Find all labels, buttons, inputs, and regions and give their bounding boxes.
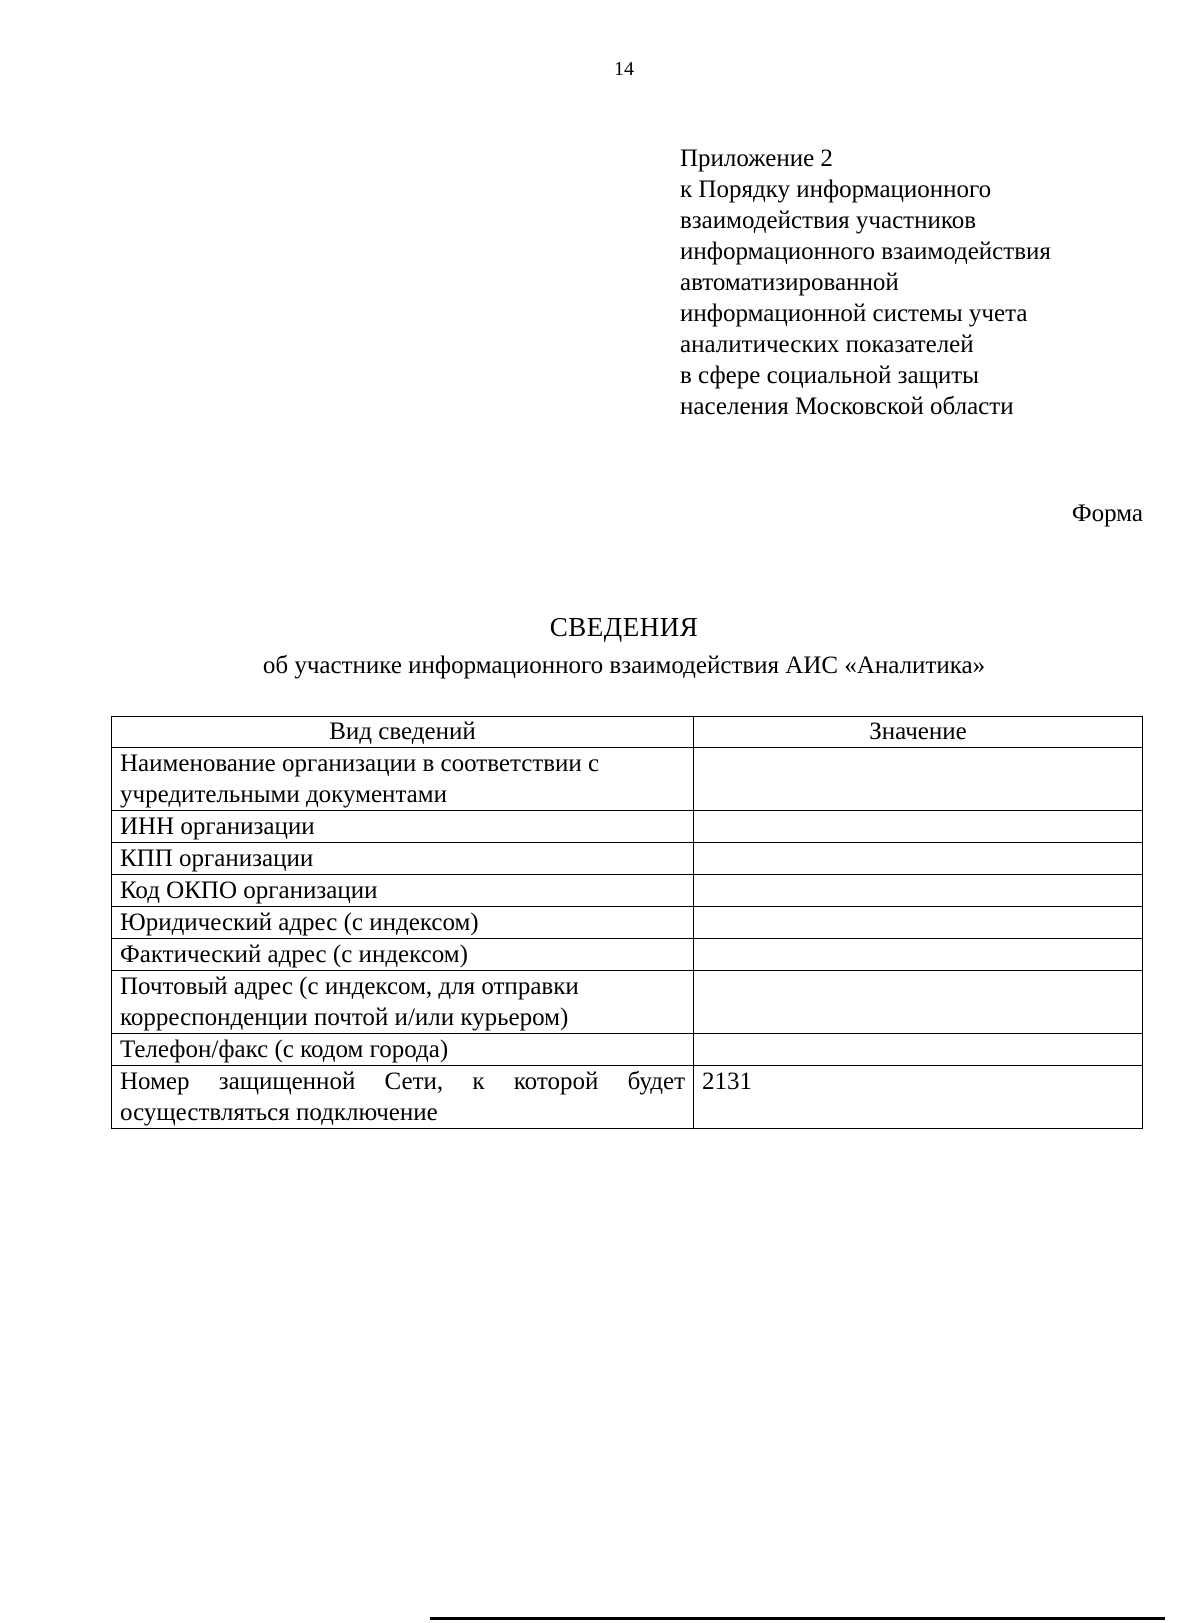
row-value-legal-address[interactable] [694, 907, 1143, 939]
appendix-block [680, 143, 1160, 422]
table-row [112, 1034, 1143, 1066]
row-value-okpo[interactable] [694, 875, 1143, 907]
row-kind-okpo: Код ОКПО организации [112, 875, 694, 907]
row-value-network-number[interactable]: 2131 [694, 1066, 1143, 1129]
row-kind-kpp: КПП организации [112, 843, 694, 875]
appendix-line: населения Московской области [680, 393, 1014, 420]
row-kind-postal-address: Почтовый адрес (с индексом, для отправки корреспонденции почтой и/или курьером) [112, 971, 694, 1034]
row-value-postal-address[interactable] [694, 971, 1143, 1034]
header-kind: Вид сведений [112, 717, 694, 748]
document-subtitle: об участнике информационного взаимодействия АИС «Аналитика» [262, 652, 986, 679]
appendix-line: информационного взаимодействия [680, 238, 1051, 265]
appendix-line: к Порядку информационного [680, 176, 992, 203]
appendix-line: автоматизированной [680, 269, 899, 296]
row-kind-legal-address: Юридический адрес (с индексом) [112, 907, 694, 939]
table-row [112, 939, 1143, 971]
information-table [111, 716, 1143, 1129]
table-row [112, 907, 1143, 939]
row-value-inn[interactable] [694, 811, 1143, 843]
table-row [112, 1066, 1143, 1129]
appendix-line: Приложение 2 [680, 145, 833, 172]
row-value-actual-address[interactable] [694, 939, 1143, 971]
row-value-kpp[interactable] [694, 843, 1143, 875]
table-row [112, 875, 1143, 907]
row-value-org-name[interactable] [694, 748, 1143, 811]
table-row [112, 811, 1143, 843]
table-header-row [112, 717, 1143, 748]
row-kind-network-number: Номер защищенной Сети, к которой будет осуществляться подключение [112, 1066, 694, 1129]
document-title: СВЕДЕНИЯ [549, 612, 699, 642]
row-kind-org-name: Наименование организации в соответствии с учредительными документами [112, 748, 694, 811]
appendix-line: в сфере социальной защиты [680, 362, 979, 389]
row-kind-actual-address: Фактический адрес (с индексом) [112, 939, 694, 971]
appendix-line: взаимодействия участников [680, 207, 977, 234]
table-row [112, 843, 1143, 875]
row-kind-phone-fax: Телефон/факс (с кодом города) [112, 1034, 694, 1066]
header-value: Значение [694, 717, 1143, 748]
table-row [112, 971, 1143, 1034]
page-number: 14 [614, 58, 634, 80]
table-row [112, 748, 1143, 811]
appendix-line: информационной системы учета [680, 300, 1028, 327]
row-value-phone-fax[interactable] [694, 1034, 1143, 1066]
footer-divider [430, 1617, 1165, 1620]
appendix-line: аналитических показателей [680, 331, 974, 358]
row-kind-inn: ИНН организации [112, 811, 694, 843]
form-label: Форма [1071, 500, 1143, 527]
